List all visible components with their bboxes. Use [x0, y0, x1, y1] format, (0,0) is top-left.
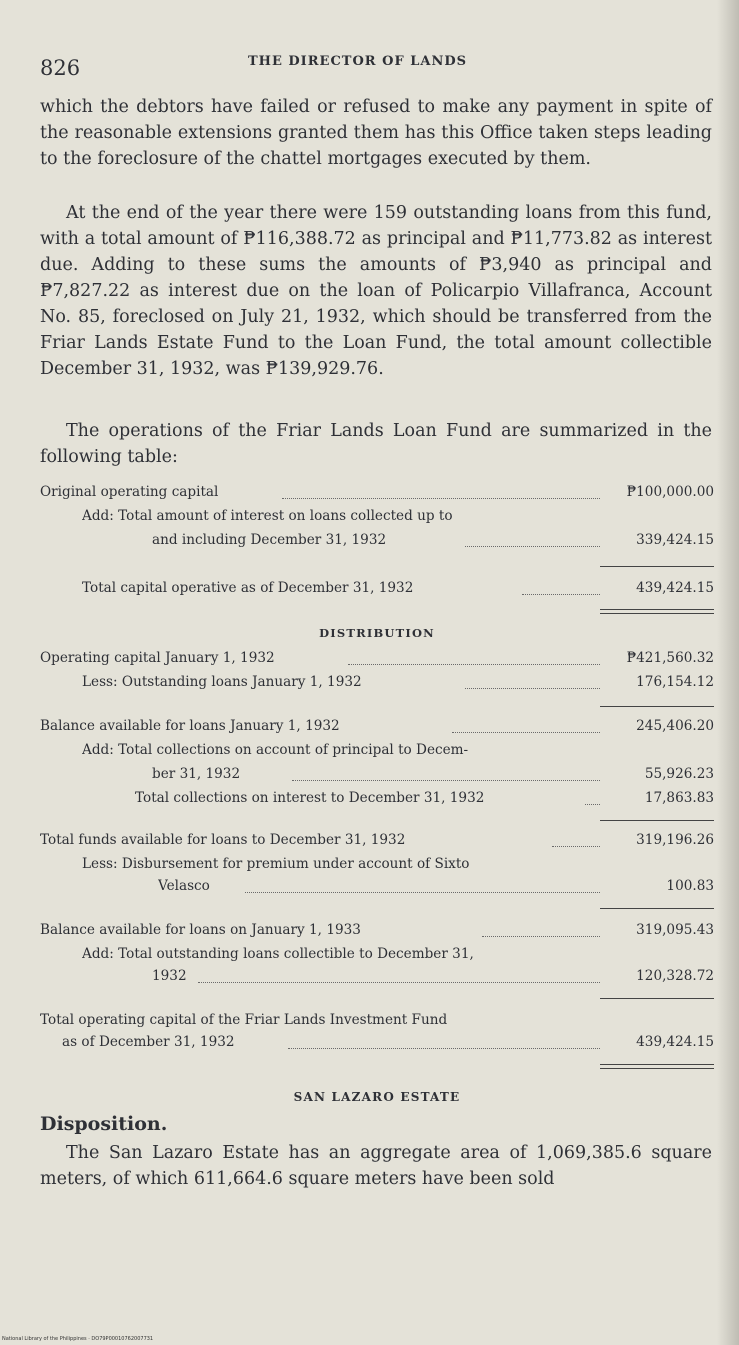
row-label: Add: Total collections on account of principal to Decem- — [82, 742, 469, 758]
dot-leader — [288, 1048, 600, 1049]
dot-leader — [522, 594, 600, 595]
subheading: Disposition. — [40, 1113, 168, 1135]
row-label: Balance available for loans January 1, 1932 — [40, 718, 340, 734]
row-label: Less: Disbursement for premium under account of Sixto — [82, 856, 470, 872]
row-label: Add: Total amount of interest on loans collected up to — [82, 508, 453, 524]
dot-leader — [245, 892, 600, 893]
total-double-rule — [600, 1064, 714, 1069]
table-row — [40, 968, 714, 990]
row-label: Original operating capital — [40, 484, 219, 500]
dot-leader — [282, 498, 600, 499]
table-row — [40, 1012, 714, 1034]
row-amount: 339,424.15 — [636, 532, 714, 548]
table-row — [40, 922, 714, 944]
dot-leader — [465, 688, 600, 689]
dot-leader — [585, 804, 600, 805]
dot-leader — [348, 664, 600, 665]
row-label: Balance available for loans on January 1, 1933 — [40, 922, 361, 938]
row-amount: 439,424.15 — [636, 580, 714, 596]
total-double-rule — [600, 609, 714, 614]
table-row — [40, 790, 714, 812]
row-amount: ₱421,560.32 — [626, 650, 714, 666]
table-row — [40, 718, 714, 740]
row-label: and including December 31, 1932 — [152, 532, 387, 548]
table-row — [40, 580, 714, 602]
row-label: Total funds available for loans to December 31, 1932 — [40, 832, 406, 848]
row-amount: 100.83 — [666, 878, 714, 894]
dot-leader — [465, 546, 600, 547]
paragraph-san-lazaro: The San Lazaro Estate has an aggregate area of 1,069,385.6 square meters, of which 611,664.6 square meters have been sold — [40, 1143, 712, 1189]
table-row — [40, 532, 714, 554]
paragraph-outstanding-loans: At the end of the year there were 159 outstanding loans from this fund, with a total amount of ₱116,388.72 as principal and ₱11,773.82 as interest due. Adding to these sums the amounts of ₱3,940 as principal and ₱7,827.22 as interest due on the loan of Policarpio Villafranca, Account No. 85, foreclosed on July 21, 1932, which should be transferred from the Friar Lands Estate Fund to the Loan Fund, the total amount collectible December 31, 1932, was ₱139,929.76. — [40, 203, 712, 379]
row-label: Add: Total outstanding loans collectible to December 31, — [82, 946, 474, 962]
row-label: Less: Outstanding loans January 1, 1932 — [82, 674, 362, 690]
table-row — [40, 832, 714, 854]
paragraph-operations-intro: The operations of the Friar Lands Loan Fund are summarized in the following table: — [40, 421, 712, 467]
dot-leader — [452, 732, 600, 733]
dot-leader — [198, 982, 600, 983]
row-label: 1932 — [152, 968, 187, 984]
table-row — [40, 946, 714, 968]
row-amount: 17,863.83 — [644, 790, 714, 806]
sum-rule — [600, 706, 714, 707]
table-row — [40, 856, 714, 878]
table-row — [40, 650, 714, 672]
row-label: Operating capital January 1, 1932 — [40, 650, 275, 666]
row-amount: 439,424.15 — [636, 1034, 714, 1050]
dot-leader — [292, 780, 600, 781]
section-title: SAN LAZARO ESTATE — [293, 1090, 461, 1104]
row-amount: 55,926.23 — [644, 766, 714, 782]
table-row — [40, 766, 714, 788]
dot-leader — [552, 846, 600, 847]
table-row — [40, 508, 714, 530]
row-label: Velasco — [158, 878, 210, 894]
table-row — [40, 484, 714, 506]
row-label: Total collections on interest to December 31, 1932 — [135, 790, 485, 806]
row-label: Total capital operative as of December 31, 1932 — [82, 580, 414, 596]
sum-rule — [600, 908, 714, 909]
row-amount: 245,406.20 — [636, 718, 714, 734]
sum-rule — [600, 566, 714, 567]
table-row — [40, 674, 714, 696]
page-number: 826 — [40, 56, 81, 80]
row-amount: 319,095.43 — [636, 922, 714, 938]
row-amount: 176,154.12 — [636, 674, 714, 690]
table-row — [40, 1034, 714, 1056]
row-label: as of December 31, 1932 — [62, 1034, 235, 1050]
distribution-heading: DISTRIBUTION — [319, 626, 435, 640]
row-amount: ₱100,000.00 — [626, 484, 714, 500]
running-title: THE DIRECTOR OF LANDS — [248, 54, 467, 69]
scan-footer: National Library of the Philippines · DO79P00010762007731 — [2, 1336, 154, 1342]
row-label: ber 31, 1932 — [152, 766, 241, 782]
paragraph-continued: which the debtors have failed or refused to make any payment in spite of the reasonable extensions granted them has this Office taken steps leading to the foreclosure of the chattel mortgages executed by them. — [40, 97, 712, 169]
row-label: Total operating capital of the Friar Lands Investment Fund — [40, 1012, 448, 1028]
row-amount: 120,328.72 — [636, 968, 714, 984]
table-row — [40, 878, 714, 900]
sum-rule — [600, 998, 714, 999]
sum-rule — [600, 820, 714, 821]
row-amount: 319,196.26 — [636, 832, 714, 848]
dot-leader — [482, 936, 600, 937]
table-row — [40, 742, 714, 764]
page-edge-shadow — [717, 0, 739, 1345]
